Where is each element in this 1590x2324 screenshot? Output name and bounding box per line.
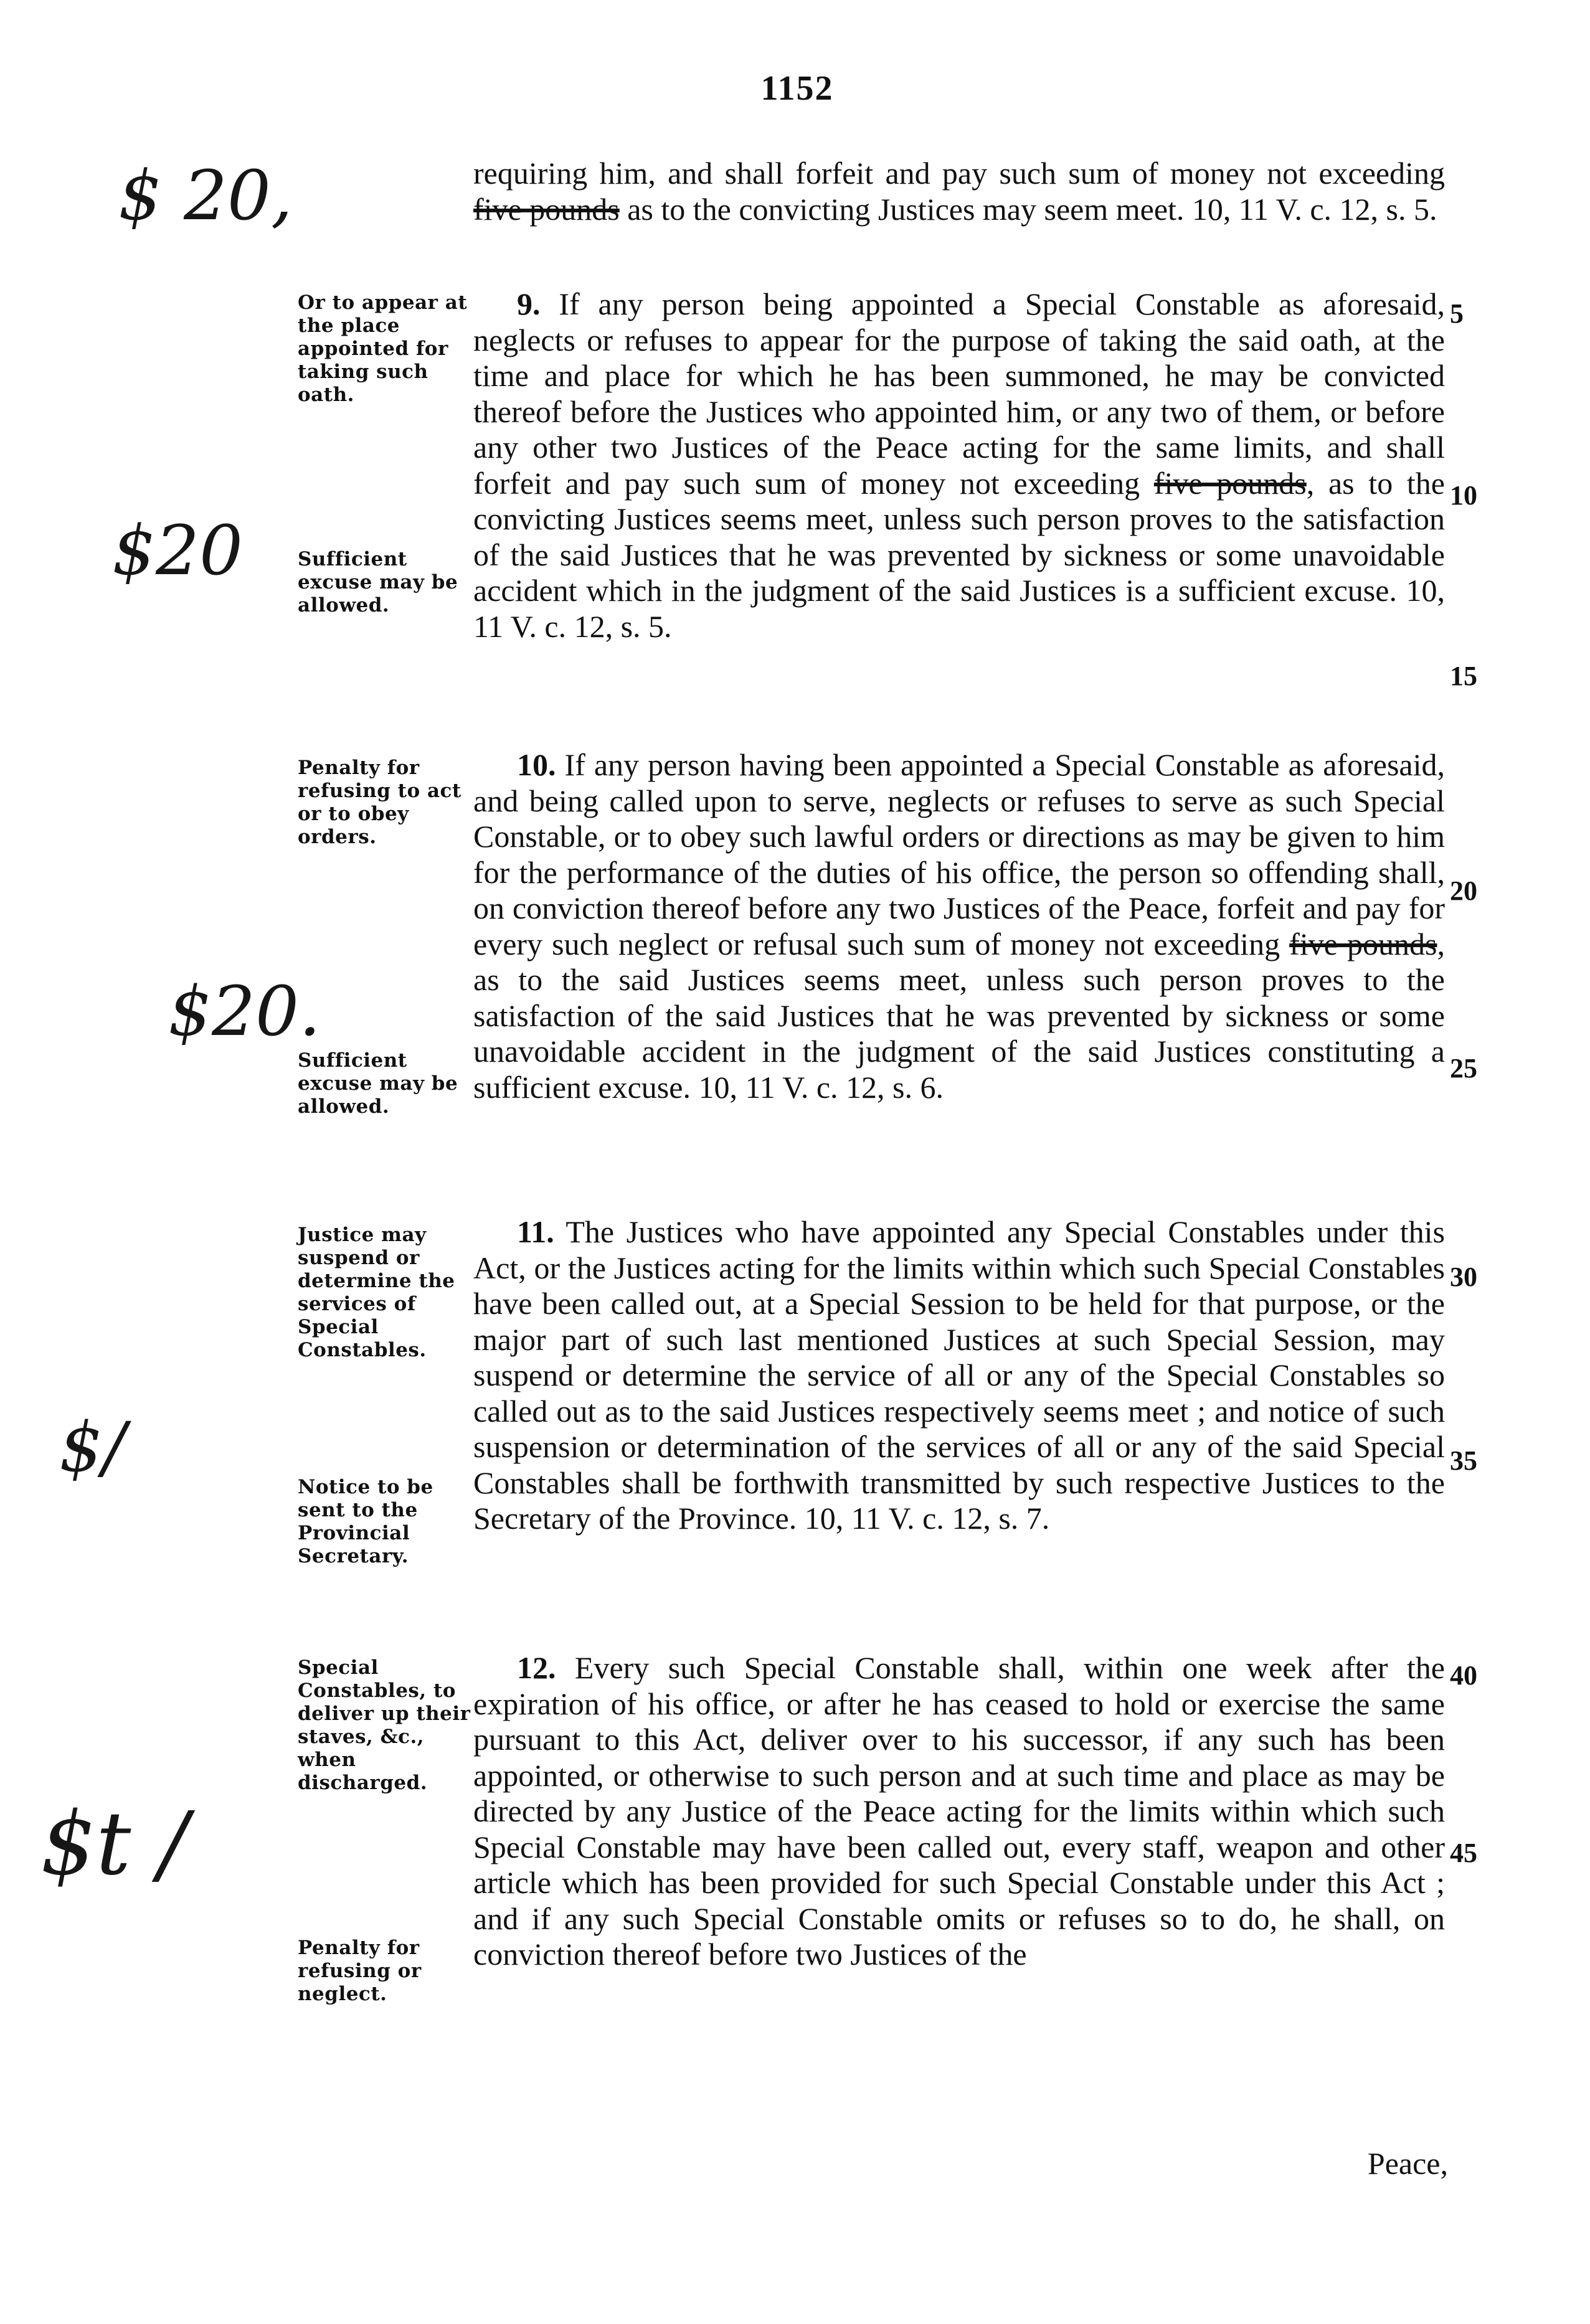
- margin-note: Sufficient excuse may be allowed.: [298, 1049, 458, 1118]
- page-number: 1152: [760, 69, 834, 108]
- section-12-text: 12. Every such Special Constable shall, within one week after the expiration of his office, or after he has ceased to hold or exercise the same pursuant to this Act, deliver over to his successor, if any such has been appointed, or otherwise to such person and at such time and place as may be directed by any Justice of the Peace acting for the limits within which such Special Constable may have been called out, every staff, weapon and other article which has been provided for such Special Constable under this Act ; and if any such Special Constable omits or refuses so to do, he shall, on conviction thereof before two Justices of the: [473, 1650, 1445, 1972]
- line-number: 35: [1450, 1445, 1477, 1476]
- line-number: 30: [1450, 1262, 1477, 1292]
- margin-note: Special Constables, to deliver up their staves, &c., when discharged.: [298, 1656, 471, 1794]
- margin-note: Penalty for refusing to act or to obey orders.: [298, 757, 461, 848]
- section-number: 12.: [517, 1650, 556, 1685]
- line-number: 40: [1450, 1660, 1477, 1691]
- opening-text: requiring him, and shall forfeit and pay such sum of money not exceeding five pounds as to the convicting Justices may seem meet. 10, 11 V. c. 12, s. 5.: [473, 156, 1445, 227]
- margin-note: Justice may suspend or determine the services of Special Constables.: [298, 1224, 455, 1361]
- handwritten-amount-3: $20.: [168, 971, 321, 1051]
- line-number: 25: [1450, 1053, 1477, 1084]
- catchword: Peace,: [1367, 2146, 1448, 2181]
- line-number: 15: [1450, 661, 1477, 691]
- section-12: [473, 1650, 1445, 1973]
- handwritten-mark-5: $t /: [40, 1793, 189, 1895]
- section-11: [473, 1214, 1445, 1537]
- margin-note: Or to appear at the place appointed for taking such oath.: [298, 291, 468, 406]
- section-number: 11.: [517, 1214, 554, 1249]
- section-10-text: 10. If any person having been appointed a Special Constable as aforesaid, and being called upon to serve, neglects or refuses to serve as such Special Constable, or to obey such lawful orders or directions as may be given to him for the performance of the duties of his office, the person so offending shall, on conviction thereof before any two Justices of the Peace, forfeit and pay for every such neglect or refusal such sum of money not exceeding five pounds, as to the said Justices seems meet, unless such person proves to the satisfaction of the said Justices that he was prevented by sickness or some unavoidable accident in the judgment of the said Justices constituting a sufficient excuse. 10, 11 V. c. 12, s. 6.: [473, 747, 1445, 1105]
- margin-note: Sufficient excuse may be allowed.: [298, 548, 458, 616]
- line-number: 10: [1450, 480, 1477, 511]
- section-number: 10.: [517, 747, 556, 782]
- struck-amount: five pounds: [1153, 465, 1307, 501]
- handwritten-mark-4: $/: [59, 1407, 126, 1487]
- struck-amount: five pounds: [1289, 926, 1437, 961]
- line-number: 20: [1450, 876, 1477, 906]
- opening-paragraph: [473, 156, 1445, 227]
- margin-note: Notice to be sent to the Provincial Secretary.: [298, 1476, 433, 1567]
- struck-amount: five pounds: [473, 191, 620, 227]
- section-9: [473, 286, 1445, 645]
- section-number: 9.: [517, 286, 541, 321]
- handwritten-amount-1: $ 20,: [118, 156, 293, 235]
- line-number: 5: [1450, 298, 1464, 329]
- section-9-text: 9. If any person being appointed a Special Constable as aforesaid, neglects or refuses to appear for the purpose of taking the said oath, at the time and place for which he has been summoned, he may be convicted thereof before the Justices who appointed him, or any two of them, or before any other two Justices of the Peace acting for the same limits, and shall forfeit and pay such sum of money not exceeding five pounds, as to the convicting Justices seems meet, unless such person proves to the satisfaction of the said Justices that he was prevented by sickness or some unavoidable accident which in the judgment of the said Justices is a sufficient excuse. 10, 11 V. c. 12, s. 5.: [473, 286, 1445, 644]
- margin-note: Penalty for refusing or neglect.: [298, 1937, 422, 2005]
- section-10: [473, 747, 1445, 1105]
- section-11-text: 11. The Justices who have appointed any Special Constables under this Act, or the Justices acting for the limits within which such Special Constables have been called out, at a Special Session to be held for that purpose, or the major part of such last mentioned Justices at such Special Session, may suspend or determine the service of all or any of the Special Constables so called out as to the said Justices respectively seems meet ; and notice of such suspension or determination of the services of all or any of the said Special Constables shall be forthwith transmitted by such respective Justices to the Secretary of the Province. 10, 11 V. c. 12, s. 7.: [473, 1214, 1445, 1536]
- handwritten-amount-2: $20: [112, 511, 243, 590]
- line-number: 45: [1450, 1838, 1477, 1868]
